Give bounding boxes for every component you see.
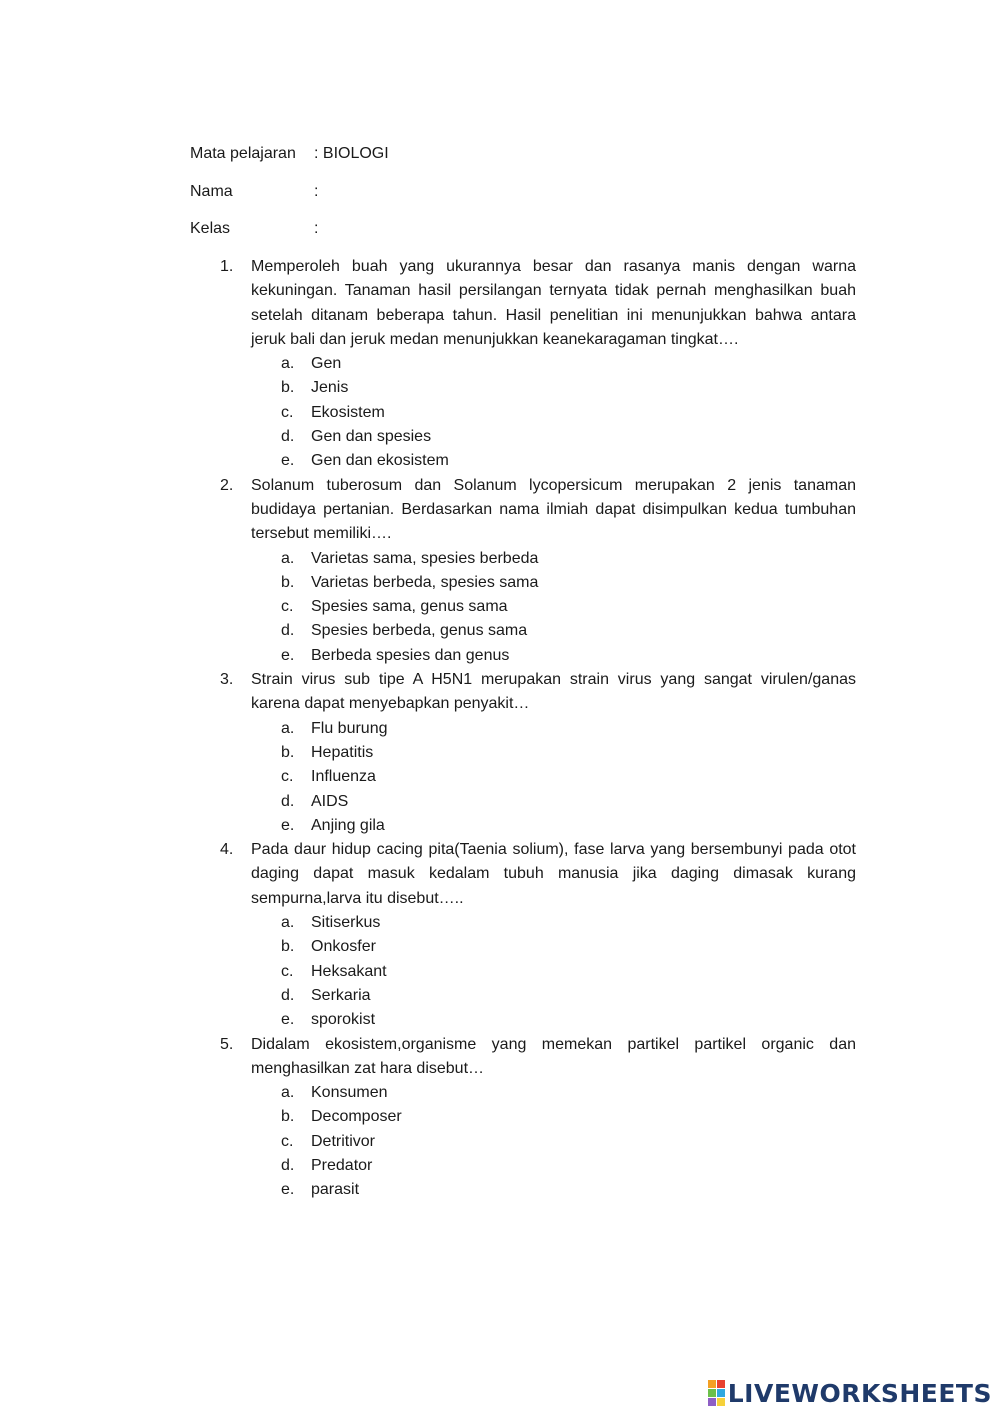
option-text: Predator <box>311 1156 373 1174</box>
answer-option[interactable] <box>220 1105 856 1129</box>
option-text: Varietas sama, spesies berbeda <box>311 549 539 567</box>
option-text: Gen <box>311 355 342 373</box>
question-number: 1. <box>220 258 234 275</box>
subject-row <box>190 144 389 164</box>
liveworksheets-logo-icon <box>708 1380 725 1406</box>
answer-options <box>220 547 856 668</box>
option-letter: b. <box>281 573 295 591</box>
option-letter: e. <box>281 1011 295 1029</box>
logo-tile <box>708 1380 716 1388</box>
logo-text: LIVEWORKSHEETS <box>727 1378 992 1408</box>
option-letter: b. <box>281 379 295 397</box>
class-row <box>190 219 318 239</box>
option-letter: a. <box>281 914 295 932</box>
option-text: Sitiserkus <box>311 914 381 932</box>
option-text: Jenis <box>311 379 349 397</box>
question-item <box>220 1033 856 1203</box>
name-row <box>190 182 318 202</box>
option-letter: e. <box>281 452 295 470</box>
answer-option[interactable] <box>220 547 856 571</box>
question-item <box>220 255 856 474</box>
option-text: Onkosfer <box>311 938 376 956</box>
question-text: Didalam ekosistem,organisme yang memekan partikel partikel organic dan menghasilkan zat hara disebut… <box>251 1035 856 1077</box>
option-text: Konsumen <box>311 1084 388 1102</box>
option-text: Spesies sama, genus sama <box>311 598 508 616</box>
option-letter: b. <box>281 1108 295 1126</box>
option-letter: a. <box>281 355 295 373</box>
question-item <box>220 668 856 838</box>
question-text: Solanum tuberosum dan Solanum lycopersicum merupakan 2 jenis tanaman budidaya pertanian. Berdasarkan nama ilmiah dapat disimpulkan kedua tumbuhan tersebut memiliki…. <box>251 476 856 543</box>
logo-tile <box>708 1398 716 1406</box>
option-letter: d. <box>281 986 295 1004</box>
logo-tile <box>717 1380 725 1388</box>
subject-value: : BIOLOGI <box>314 145 389 162</box>
option-text: Gen dan spesies <box>311 428 432 446</box>
answer-options <box>220 352 856 473</box>
logo-tile <box>717 1389 725 1397</box>
question-item <box>220 474 856 668</box>
answer-option[interactable] <box>220 717 856 741</box>
option-letter: d. <box>281 428 295 446</box>
question-number: 2. <box>220 476 234 494</box>
option-letter: c. <box>281 598 294 616</box>
answer-options <box>220 911 856 1032</box>
option-letter: b. <box>281 743 295 761</box>
question-number: 5. <box>220 1035 234 1053</box>
answer-option[interactable] <box>220 376 856 400</box>
option-text: Varietas berbeda, spesies sama <box>311 573 539 591</box>
option-letter: c. <box>281 962 294 980</box>
answer-option[interactable] <box>220 401 856 425</box>
answer-options <box>220 1081 856 1202</box>
option-text: Anjing gila <box>311 816 385 834</box>
option-text: parasit <box>311 1181 360 1199</box>
option-letter: c. <box>281 403 294 421</box>
option-text: Flu burung <box>311 719 388 737</box>
question-text: Pada daur hidup cacing pita(Taenia solium), fase larva yang bersembunyi pada otot daging dapat masuk kedalam tubuh manusia jika daging dimasak kurang sempurna,larva itu disebut….. <box>251 841 856 907</box>
option-letter: e. <box>281 646 295 664</box>
answer-option[interactable] <box>220 1130 856 1154</box>
question-text: Strain virus sub tipe A H5N1 merupakan strain virus yang sangat virulen/ganas karena dapat menyebapkan penyakit… <box>251 671 856 713</box>
subject-label: Mata pelajaran <box>190 145 296 162</box>
option-text: Decomposer <box>311 1108 402 1126</box>
answer-options <box>220 717 856 838</box>
option-letter: b. <box>281 938 295 956</box>
answer-option[interactable] <box>220 352 856 376</box>
option-letter: d. <box>281 1156 295 1174</box>
question-list <box>220 255 856 1203</box>
question-number: 4. <box>220 841 234 859</box>
answer-option[interactable] <box>220 814 856 838</box>
option-text: Detritivor <box>311 1132 376 1150</box>
option-text: Influenza <box>311 768 376 786</box>
class-label: Kelas <box>190 220 231 237</box>
option-letter: c. <box>281 1132 294 1150</box>
answer-option[interactable] <box>220 449 856 473</box>
answer-option[interactable] <box>220 1154 856 1178</box>
question-text: Memperoleh buah yang ukurannya besar dan rasanya manis dengan warna kekuningan. Tanaman hasil persilangan ternyata tidak pernah menghasilkan buah setelah ditanam beberapa tahun. Hasil penelitian ini menunjukkan bahwa antara jeruk bali dan jeruk medan menunjukkan keanekaragaman tingkat…. <box>251 258 856 348</box>
answer-option[interactable] <box>220 619 856 643</box>
answer-option[interactable] <box>220 960 856 984</box>
option-text: Gen dan ekosistem <box>311 452 449 470</box>
answer-option[interactable] <box>220 984 856 1008</box>
option-letter: a. <box>281 549 295 567</box>
option-text: Ekosistem <box>311 403 385 421</box>
answer-option[interactable] <box>220 425 856 449</box>
answer-option[interactable] <box>220 935 856 959</box>
option-letter: a. <box>281 1084 295 1102</box>
answer-option[interactable] <box>220 1008 856 1032</box>
answer-option[interactable] <box>220 1081 856 1105</box>
option-text: Spesies berbeda, genus sama <box>311 622 528 640</box>
option-letter: d. <box>281 622 295 640</box>
name-value: : <box>314 183 319 200</box>
logo-tile <box>708 1389 716 1397</box>
liveworksheets-logo <box>708 1378 992 1408</box>
option-letter: a. <box>281 719 295 737</box>
answer-option[interactable] <box>220 1178 856 1202</box>
option-text: Heksakant <box>311 962 387 980</box>
answer-option[interactable] <box>220 741 856 765</box>
question-item <box>220 838 856 1032</box>
option-letter: c. <box>281 768 294 786</box>
option-letter: e. <box>281 816 295 834</box>
option-text: Hepatitis <box>311 743 374 761</box>
logo-tile <box>717 1398 725 1406</box>
option-text: Serkaria <box>311 986 371 1004</box>
option-letter: e. <box>281 1181 295 1199</box>
option-letter: d. <box>281 792 295 810</box>
class-value: : <box>314 220 319 237</box>
name-label: Nama <box>190 183 233 200</box>
option-text: Berbeda spesies dan genus <box>311 646 510 664</box>
option-text: AIDS <box>311 792 349 810</box>
answer-option[interactable] <box>220 765 856 789</box>
question-number: 3. <box>220 671 234 689</box>
answer-option[interactable] <box>220 790 856 814</box>
option-text: sporokist <box>311 1011 376 1029</box>
answer-option[interactable] <box>220 911 856 935</box>
answer-option[interactable] <box>220 571 856 595</box>
answer-option[interactable] <box>220 644 856 668</box>
answer-option[interactable] <box>220 595 856 619</box>
